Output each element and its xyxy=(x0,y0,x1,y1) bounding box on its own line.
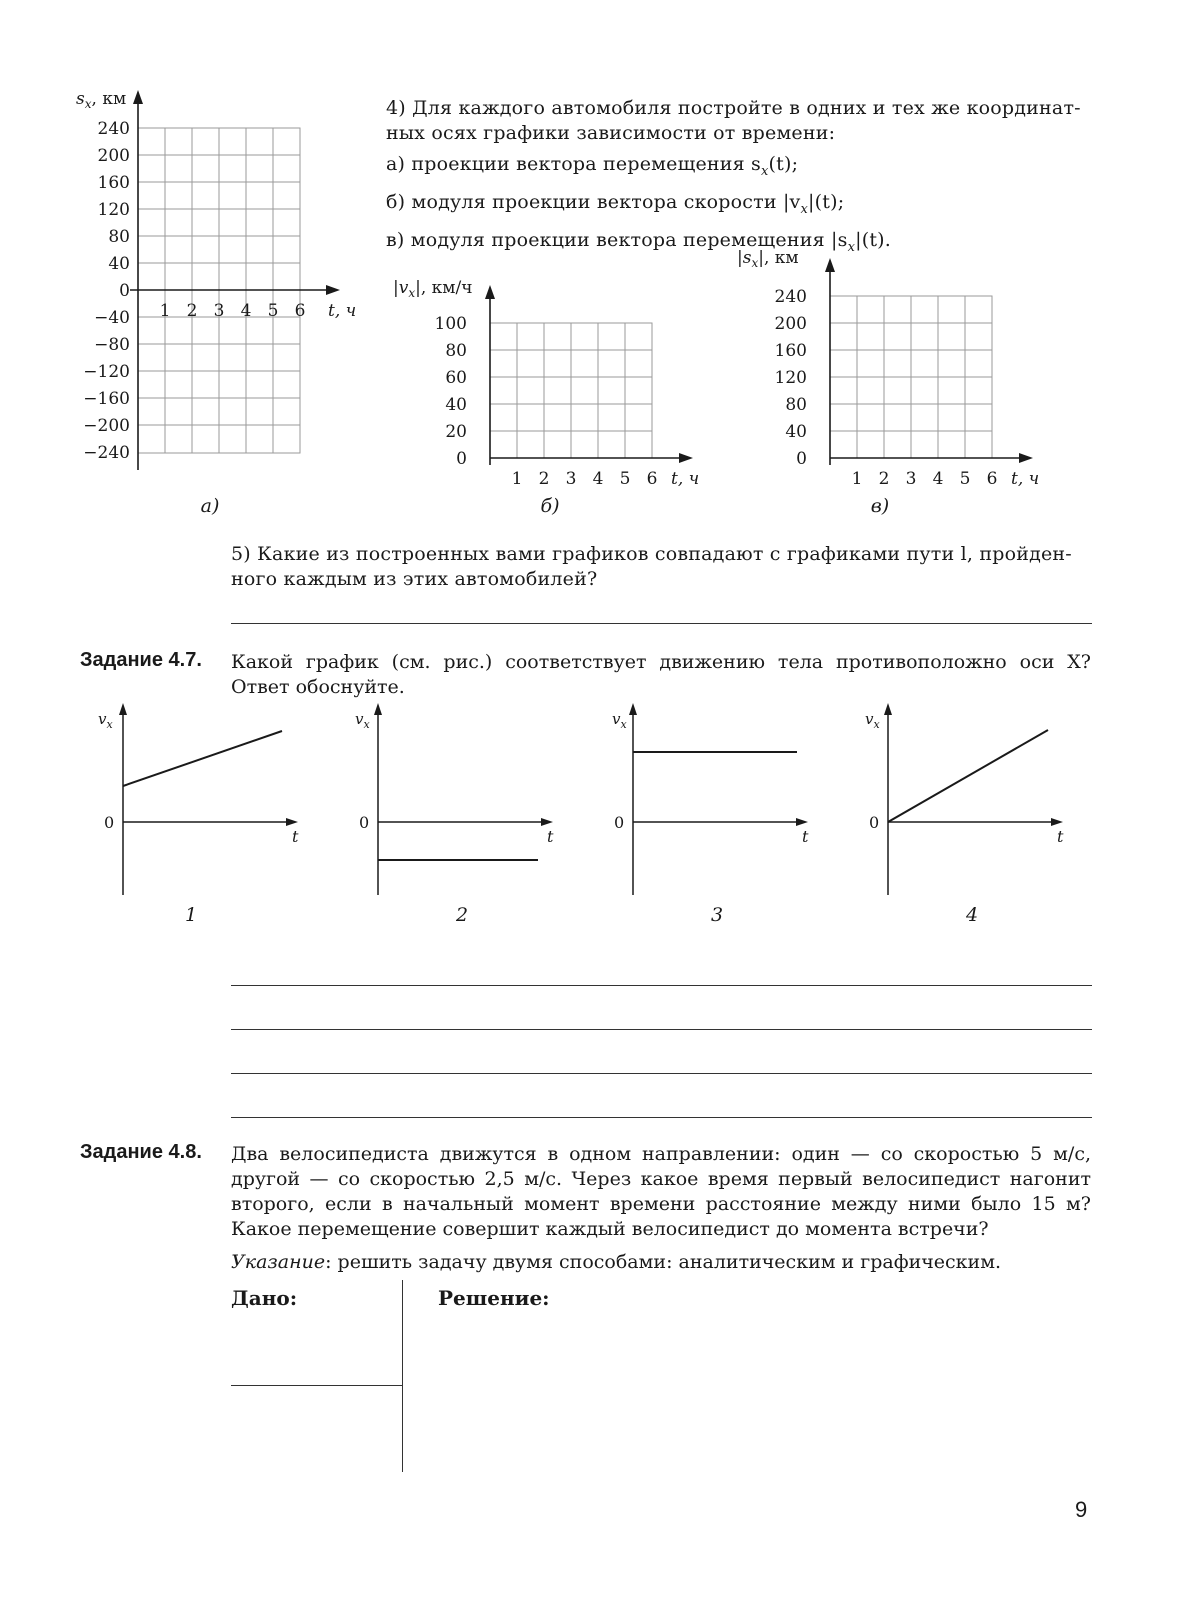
vx2-number: 2 xyxy=(455,904,469,926)
chart-a-ytick: −40 xyxy=(94,308,130,328)
chart-b-y-arrow xyxy=(485,285,495,299)
chart-v-xtick: 3 xyxy=(905,469,917,489)
task47-label: Задание 4.7. xyxy=(80,649,202,671)
vx-graph-1 xyxy=(90,700,310,940)
chart-v-xtick: 2 xyxy=(878,469,890,489)
chart-v-xtick: 6 xyxy=(986,469,998,489)
chart-b-ytick: 40 xyxy=(445,395,467,415)
chart-b-x-arrow xyxy=(679,453,693,463)
chart-a-ytick: −120 xyxy=(83,362,130,382)
given-solution-divider xyxy=(402,1280,403,1472)
chart-b-ytick: 20 xyxy=(445,422,467,442)
task48-line1: Два велосипедиста движутся в одном направлении: один — со скоростью 5 м/с, xyxy=(231,1143,1091,1165)
chart-v xyxy=(735,248,1055,520)
chart-a-xtick: 3 xyxy=(213,301,225,321)
vx-graph-4 xyxy=(855,700,1075,940)
vx3-xlabel: t xyxy=(802,827,809,846)
chart-b-xlabel: t, ч xyxy=(671,469,700,489)
answer-line[interactable] xyxy=(231,623,1092,624)
chart-a-xtick: 4 xyxy=(240,301,252,321)
chart-a-xlabel: t, ч xyxy=(328,301,357,321)
task48-line2: другой — со скоростью 2,5 м/с. Через какое время первый велосипедист нагонит xyxy=(231,1168,1091,1190)
vx1-xlabel: t xyxy=(292,827,299,846)
vx-graph-2 xyxy=(345,700,565,940)
chart-a-xtick: 1 xyxy=(159,301,171,321)
vx3-y-arrow xyxy=(629,703,637,715)
chart-b-xtick: 4 xyxy=(592,469,604,489)
chart-b-xtick: 6 xyxy=(646,469,658,489)
chart-b-caption: б) xyxy=(540,495,560,517)
vx3-ylabel: $v_x$ xyxy=(612,710,627,731)
chart-a-ytick: 40 xyxy=(108,254,130,274)
chart-b-ylabel: $|v_x|$, км/ч xyxy=(393,278,473,300)
chart-a-y-arrow xyxy=(133,90,143,104)
chart-b-ytick: 0 xyxy=(456,449,467,469)
chart-a xyxy=(70,80,370,520)
chart-b-xtick: 3 xyxy=(565,469,577,489)
chart-a-ytick: −240 xyxy=(83,443,130,463)
chart-a-ytick: 160 xyxy=(97,173,130,193)
chart-b-xtick: 2 xyxy=(538,469,550,489)
vx3-zero: 0 xyxy=(614,813,625,832)
chart-v-ytick: 80 xyxy=(785,395,807,415)
chart-a-ytick: −200 xyxy=(83,416,130,436)
chart-v-ytick: 120 xyxy=(774,368,807,388)
vx4-number: 4 xyxy=(965,904,979,926)
chart-b-ytick: 80 xyxy=(445,341,467,361)
chart-b xyxy=(395,275,715,520)
vx1-y-arrow xyxy=(119,703,127,715)
vx4-x-arrow xyxy=(1051,818,1063,826)
vx3-x-arrow xyxy=(796,818,808,826)
chart-v-xtick: 1 xyxy=(851,469,863,489)
chart-a-caption: а) xyxy=(200,495,220,517)
chart-a-ytick: −160 xyxy=(83,389,130,409)
chart-a-ylabel: $s_x$, км xyxy=(76,89,127,111)
q4-text xyxy=(386,96,1106,259)
vx4-ylabel: $v_x$ xyxy=(865,710,880,731)
chart-v-ytick: 0 xyxy=(796,449,807,469)
vx4-y-arrow xyxy=(884,703,892,715)
vx2-zero: 0 xyxy=(359,813,370,832)
chart-b-grid xyxy=(490,323,652,458)
vx1-graph-line xyxy=(123,731,282,786)
answer-line[interactable] xyxy=(231,985,1092,986)
vx2-ylabel: $v_x$ xyxy=(355,710,370,731)
chart-v-y-arrow xyxy=(825,258,835,272)
q4-line2: ных осях графики зависимости от времени: xyxy=(386,122,836,144)
q4-item-v: в) модуля проекции вектора перемещения $|s_x|(t)$. xyxy=(386,228,892,255)
vx4-graph-line xyxy=(888,730,1048,822)
task48-label: Задание 4.8. xyxy=(80,1141,202,1163)
chart-a-ytick: 200 xyxy=(97,146,130,166)
vx1-zero: 0 xyxy=(104,813,115,832)
chart-a-ytick: −80 xyxy=(94,335,130,355)
answer-line[interactable] xyxy=(231,1117,1092,1118)
chart-b-ytick: 60 xyxy=(445,368,467,388)
task47-line1: Какой график (см. рис.) соответствует движению тела противоположно оси X? xyxy=(231,651,1091,673)
task48-hint xyxy=(231,1250,1091,1275)
chart-v-xlabel: t, ч xyxy=(1011,469,1040,489)
given-underline xyxy=(231,1385,403,1386)
page-number: 9 xyxy=(1075,1497,1088,1522)
q5-line2: ного каждым из этих автомобилей? xyxy=(231,568,598,590)
q4-line1: 4) Для каждого автомобиля постройте в одних и тех же координат- xyxy=(386,97,1081,119)
chart-v-xtick: 5 xyxy=(959,469,971,489)
vx3-number: 3 xyxy=(710,904,724,926)
vx2-xlabel: t xyxy=(547,827,554,846)
chart-b-xtick: 1 xyxy=(511,469,523,489)
chart-a-ytick: 240 xyxy=(97,119,130,139)
chart-v-caption: в) xyxy=(870,495,890,517)
chart-a-xtick: 5 xyxy=(267,301,279,321)
answer-line[interactable] xyxy=(231,1029,1092,1030)
hint-text: : решить задачу двумя способами: аналитическим и графическим. xyxy=(325,1251,1002,1273)
vx4-zero: 0 xyxy=(869,813,880,832)
chart-a-ytick: 80 xyxy=(108,227,130,247)
q4-item-b: б) модуля проекции вектора скорости $|v_x|(t)$; xyxy=(386,190,845,217)
q5-text xyxy=(231,542,1101,592)
vx1-number: 1 xyxy=(184,904,198,926)
vx2-x-arrow xyxy=(541,818,553,826)
q5-line1: 5) Какие из построенных вами графиков совпадают с графиками пути l, пройден- xyxy=(231,543,1072,565)
given-label: Дано: xyxy=(231,1286,298,1310)
chart-a-xtick: 6 xyxy=(294,301,306,321)
chart-v-ylabel: $|s_x|$, км xyxy=(737,248,799,270)
task48-text xyxy=(231,1142,1091,1275)
chart-a-xtick: 2 xyxy=(186,301,198,321)
chart-a-x-arrow xyxy=(326,285,340,295)
chart-v-grid xyxy=(830,296,992,458)
task47-line2: Ответ обоснуйте. xyxy=(231,676,405,698)
chart-v-xtick: 4 xyxy=(932,469,944,489)
solution-label: Решение: xyxy=(438,1286,550,1310)
chart-a-ytick: 120 xyxy=(97,200,130,220)
vx1-x-arrow xyxy=(286,818,298,826)
chart-v-x-arrow xyxy=(1019,453,1033,463)
task48-line3: второго, если в начальный момент времени расстояние между ними было 15 м? xyxy=(231,1193,1091,1215)
chart-v-ytick: 40 xyxy=(785,422,807,442)
vx4-xlabel: t xyxy=(1057,827,1064,846)
task47-text xyxy=(231,650,1091,700)
q4-item-a: а) проекции вектора перемещения $s_x(t)$; xyxy=(386,153,799,179)
answer-line[interactable] xyxy=(231,1073,1092,1074)
vx1-ylabel: $v_x$ xyxy=(98,710,113,731)
chart-a-ytick: 0 xyxy=(119,281,130,301)
task48-line4: Какое перемещение совершит каждый велосипедист до момента встречи? xyxy=(231,1218,989,1240)
chart-v-ytick: 160 xyxy=(774,341,807,361)
chart-b-ytick: 100 xyxy=(434,314,467,334)
chart-v-ytick: 200 xyxy=(774,314,807,334)
hint-label: Указание xyxy=(231,1251,326,1273)
vx-graph-3 xyxy=(600,700,820,940)
vx2-y-arrow xyxy=(374,703,382,715)
chart-b-xtick: 5 xyxy=(619,469,631,489)
chart-v-ytick: 240 xyxy=(774,287,807,307)
